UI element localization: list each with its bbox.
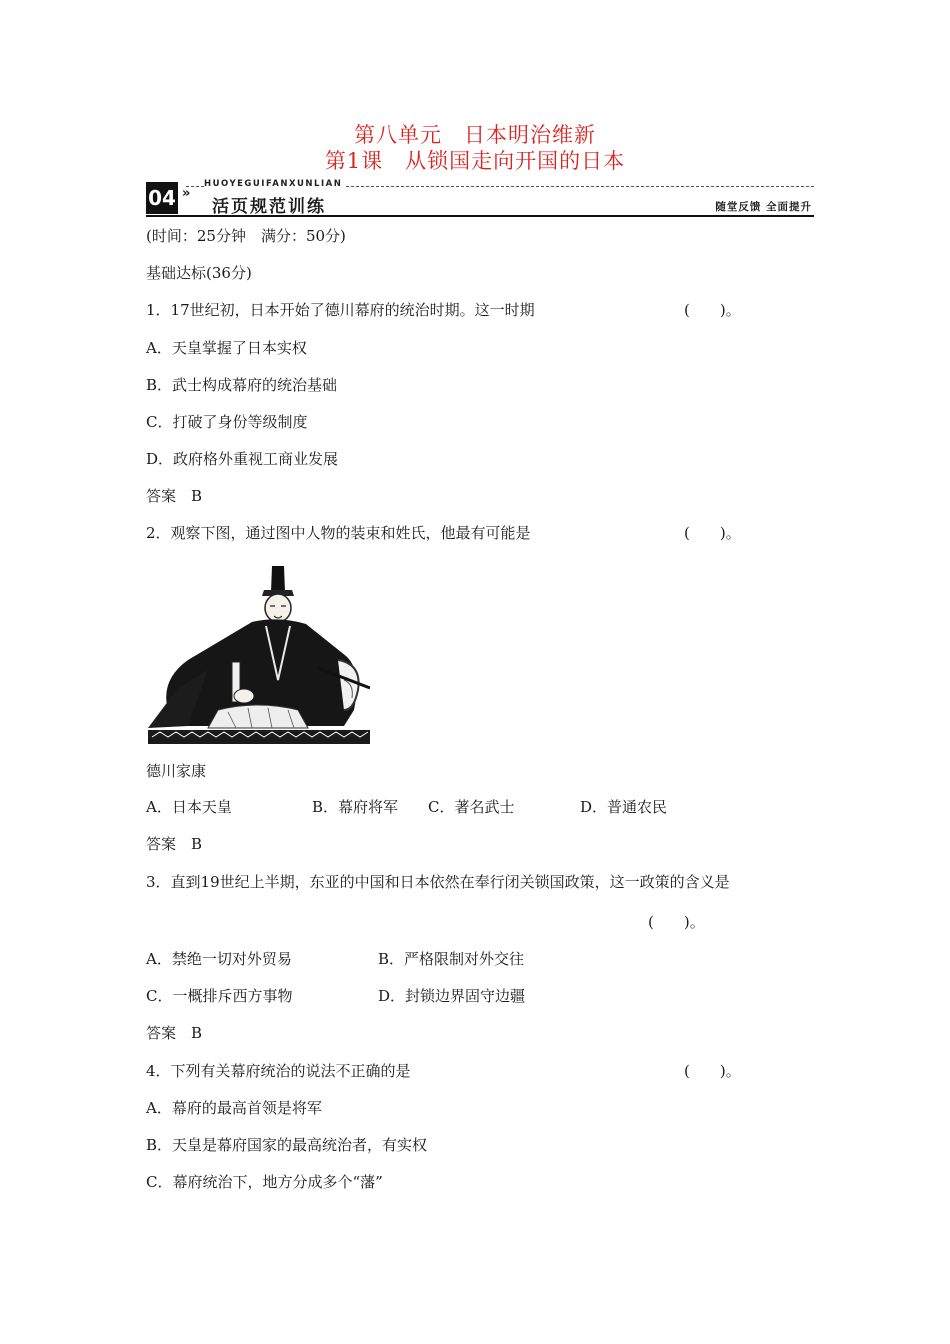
question-3-option-c: C．一概排斥西方事物 xyxy=(146,987,293,1005)
question-1-option-b: B．武士构成幕府的统治基础 xyxy=(146,376,338,394)
question-1-option-c: C．打破了身份等级制度 xyxy=(146,413,308,431)
question-2-option-b: B．幕府将军 xyxy=(312,798,399,816)
question-1-answer: 答案 B xyxy=(146,487,203,505)
question-4-stem: 4．下列有关幕府统治的说法不正确的是 xyxy=(146,1062,411,1080)
lesson-title: 第1课 从锁国走向开国的日本 xyxy=(324,149,626,173)
figure-caption: 德川家康 xyxy=(146,762,207,780)
question-4-option-b: B．天皇是幕府国家的最高统治者，有实权 xyxy=(146,1136,428,1154)
question-1-stem: 1．17世纪初，日本开始了德川幕府的统治时期。这一时期 xyxy=(146,301,535,319)
section-banner xyxy=(146,180,814,218)
question-4-option-a: A．幕府的最高首领是将军 xyxy=(146,1099,322,1117)
question-2-option-a: A．日本天皇 xyxy=(146,798,232,816)
question-2-option-d: D．普通农民 xyxy=(580,798,668,816)
question-2-option-c: C．著名武士 xyxy=(428,798,515,816)
question-3-paren: ( )。 xyxy=(648,913,705,931)
double-arrow-icon: » xyxy=(182,186,191,201)
question-1-option-a: A．天皇掌握了日本实权 xyxy=(146,339,307,357)
question-1-option-d: D．政府格外重视工商业发展 xyxy=(146,450,339,468)
question-4-paren: ( )。 xyxy=(684,1062,741,1080)
unit-title: 第八单元 日本明治维新 xyxy=(354,123,596,147)
question-3-option-d: D．封锁边界固守边疆 xyxy=(378,987,526,1005)
time-score: (时间：25分钟 满分：50分) xyxy=(146,227,346,245)
question-4-option-c: C．幕府统治下，地方分成多个“藩” xyxy=(146,1173,383,1191)
banner-rule xyxy=(146,215,814,217)
question-2-stem: 2．观察下图，通过图中人物的装束和姓氏，他最有可能是 xyxy=(146,524,531,542)
question-3-stem: 3．直到19世纪上半期，东亚的中国和日本依然在奉行闭关锁国政策，这一政策的含义是 xyxy=(146,873,730,891)
banner-pinyin: HUOYEGUIFANXUNLIAN xyxy=(204,179,346,189)
banner-right-text: 随堂反馈 全面提升 xyxy=(715,201,812,213)
banner-label: 活页规范训练 xyxy=(212,197,326,217)
question-2-paren: ( )。 xyxy=(684,524,741,542)
question-3-option-a: A．禁绝一切对外贸易 xyxy=(146,950,292,968)
question-2-answer: 答案 B xyxy=(146,835,203,853)
question-3-option-b: B．严格限制对外交往 xyxy=(378,950,525,968)
question-1-paren: ( )。 xyxy=(684,301,741,319)
section-heading: 基础达标(36分) xyxy=(146,264,252,282)
question-3-answer: 答案 B xyxy=(146,1024,203,1042)
tokugawa-ieyasu-portrait-image xyxy=(148,560,370,746)
banner-number-badge: 04 xyxy=(146,182,178,214)
